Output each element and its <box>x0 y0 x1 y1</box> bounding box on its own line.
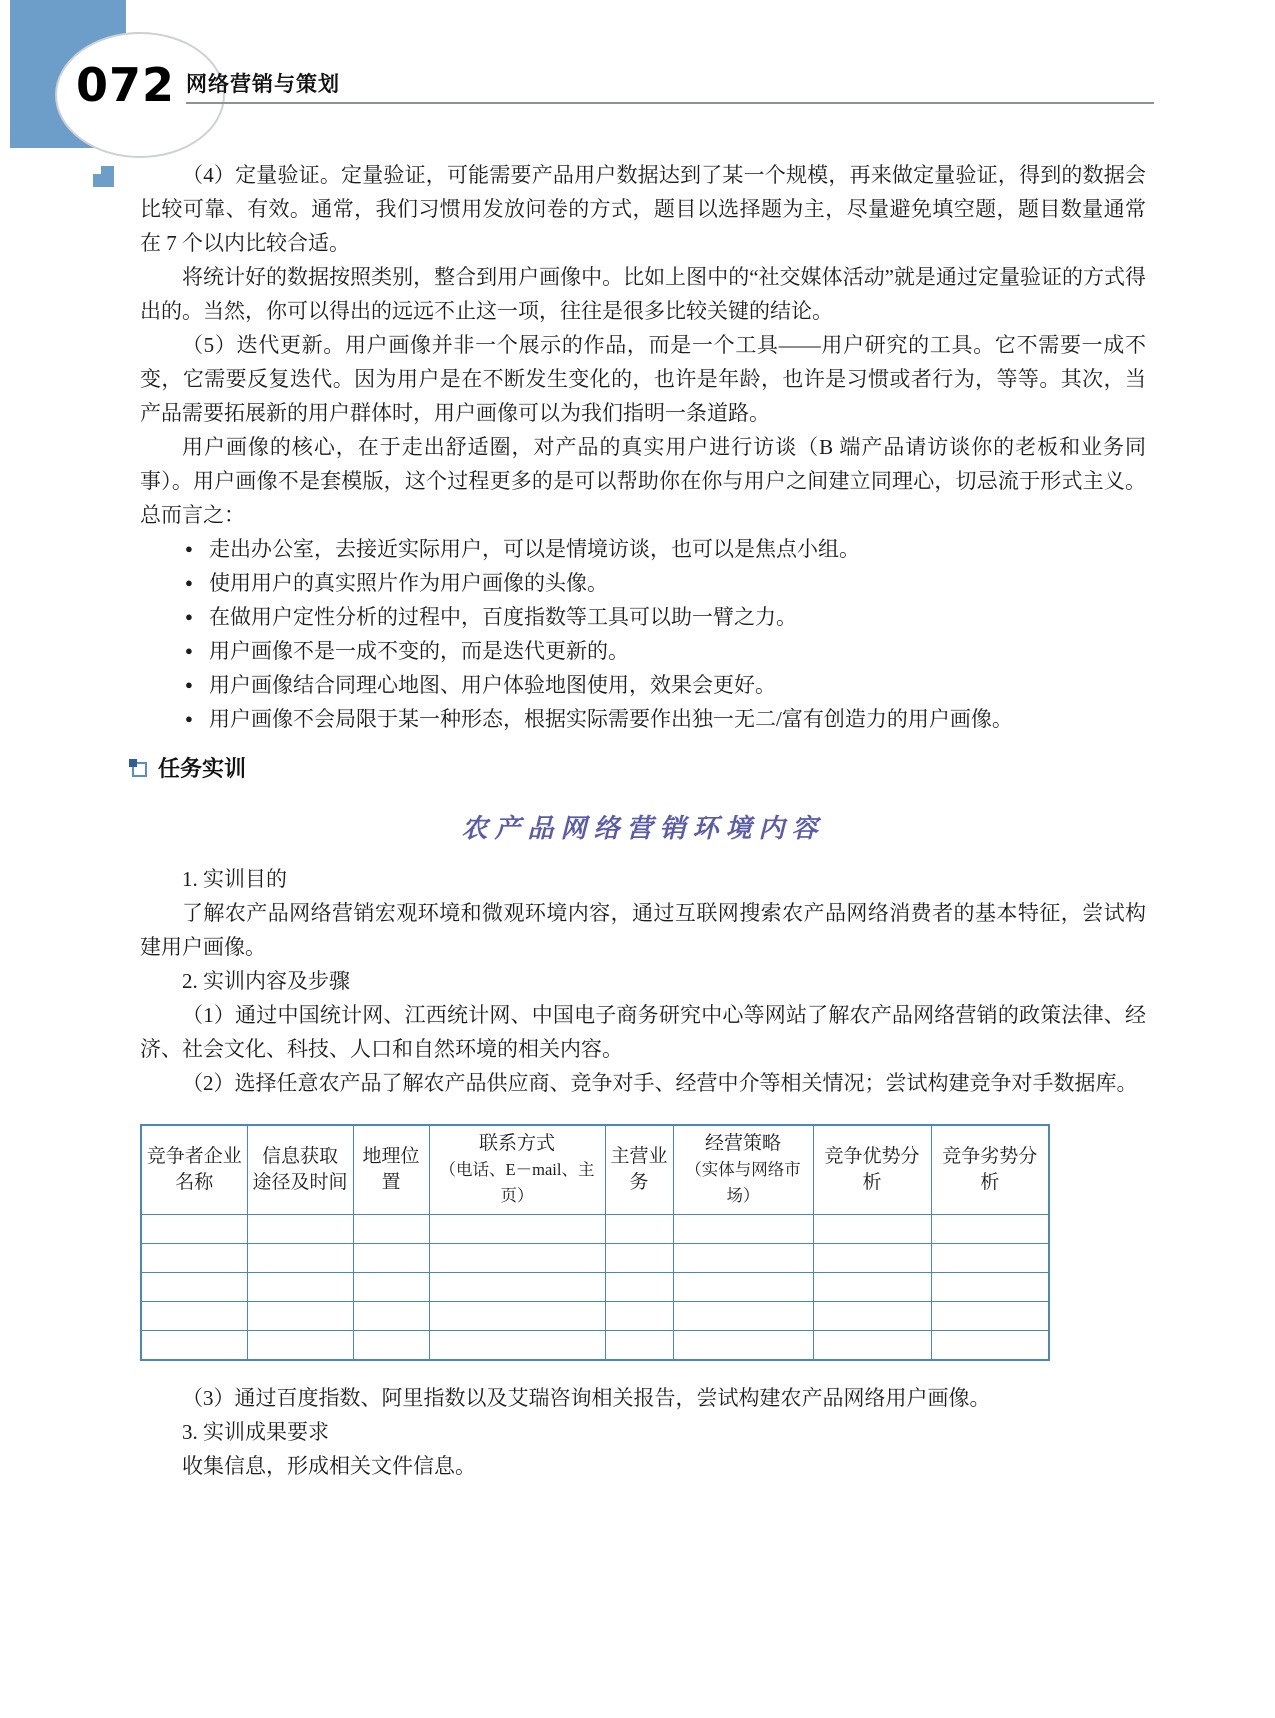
table-cell <box>429 1215 605 1244</box>
section-heading-practical-training <box>132 752 1146 786</box>
table-cell <box>605 1273 673 1302</box>
header-text: （电话、E－mail、主页） <box>439 1160 595 1205</box>
paragraph-step-3: （3）通过百度指数、阿里指数以及艾瑞咨询相关报告，尝试构建农产品网络用户画像。 <box>182 1385 991 1410</box>
table-cell <box>673 1273 813 1302</box>
table-header-competitor-name <box>141 1125 247 1215</box>
header-text: 途径及时间 <box>252 1172 348 1193</box>
table-cell <box>813 1331 931 1360</box>
paragraph-training-results: 收集信息，形成相关文件信息。 <box>182 1453 476 1478</box>
table-row <box>141 1331 1049 1360</box>
table-cell <box>353 1331 429 1360</box>
table-cell <box>429 1302 605 1331</box>
subheading-training-results: 3. 实训成果要求 <box>182 1419 329 1444</box>
table-cell <box>931 1273 1049 1302</box>
table-cell <box>247 1215 353 1244</box>
table-cell <box>429 1244 605 1273</box>
table-cell <box>931 1244 1049 1273</box>
table-row <box>141 1215 1049 1244</box>
table-cell <box>813 1302 931 1331</box>
paragraph-training-purpose: 了解农产品网络营销宏观环境和微观环境内容，通过互联网搜索农产品网络消费者的基本特征，尝试构建用户画像。 <box>140 901 1146 959</box>
table-cell <box>141 1331 247 1360</box>
table-cell <box>673 1331 813 1360</box>
list-item: ● 用户画像不会局限于某一种形态，根据实际需要作出独一无二/富有创造力的用户画像。 <box>185 702 1146 736</box>
table-cell <box>605 1302 673 1331</box>
subheading-training-steps: 2. 实训内容及步骤 <box>182 969 350 993</box>
running-header-title: 网络营销与策划 <box>186 73 340 96</box>
table-cell <box>141 1244 247 1273</box>
table-header-advantage-analysis <box>813 1125 931 1215</box>
paragraph-quant-validation: （4）定量验证。定量验证，可能需要产品用户数据达到了某一个规模，再来做定量验证，得到的数据会比较可靠、有效。通常，我们习惯用发放问卷的方式，题目以选择题为主，尽量避免填空题，题目数量通常在 7 个以内比较合适。 <box>140 163 1146 255</box>
table-row <box>141 1244 1049 1273</box>
header-text: 经营策略 <box>704 1133 781 1154</box>
header-text: 信息获取 <box>261 1146 338 1167</box>
table-cell <box>353 1273 429 1302</box>
table-cell <box>813 1244 931 1273</box>
header-text: 竞争优势分析 <box>824 1146 920 1193</box>
table-header-contact <box>429 1125 605 1215</box>
page-content <box>140 158 1146 1483</box>
table-cell <box>353 1244 429 1273</box>
competitor-database-table <box>140 1124 1050 1361</box>
header-text: 联系方式 <box>478 1133 555 1154</box>
table-cell <box>141 1302 247 1331</box>
header-text: 名称 <box>175 1172 214 1193</box>
paragraph-data-integration: 将统计好的数据按照类别，整合到用户画像中。比如上图中的“社交媒体活动”就是通过定量验证的方式得出的。当然，你可以得出的远远不止这一项，往往是很多比较关键的结论。 <box>140 265 1146 323</box>
table-cell <box>141 1273 247 1302</box>
table-cell <box>605 1244 673 1273</box>
table-cell <box>429 1273 605 1302</box>
table-cell <box>353 1215 429 1244</box>
header-rule <box>186 102 1154 104</box>
table-cell <box>247 1302 353 1331</box>
table-cell <box>247 1331 353 1360</box>
table-cell <box>931 1302 1049 1331</box>
list-item: ● 走出办公室，去接近实际用户，可以是情境访谈，也可以是焦点小组。 <box>185 532 1146 566</box>
table-row <box>141 1273 1049 1302</box>
table-cell <box>247 1244 353 1273</box>
table-cell <box>673 1244 813 1273</box>
paragraph-persona-core: 用户画像的核心，在于走出舒适圈，对产品的真实用户进行访谈（B 端产品请访谈你的老板和业务同事）。用户画像不是套模版，这个过程更多的是可以帮助你在你与用户之间建立同理心，切忌流于形式主义。总而言之： <box>140 435 1146 527</box>
table-cell <box>813 1215 931 1244</box>
table-header-main-business <box>605 1125 673 1215</box>
paragraph-iterative-update: （5）迭代更新。用户画像并非一个展示的作品，而是一个工具——用户研究的工具。它不需要一成不变，它需要反复迭代。因为用户是在不断发生变化的，也许是年龄，也许是习惯或者行为，等等。其次，当产品需要拓展新的用户群体时，用户画像可以为我们指明一条道路。 <box>140 333 1146 425</box>
header-text: （实体与网络市场） <box>685 1160 801 1205</box>
section-heading-label: 任务实训 <box>158 756 247 781</box>
header-text: 竞争者企业 <box>146 1146 242 1167</box>
table-row <box>141 1302 1049 1331</box>
list-item: ● 使用用户的真实照片作为用户画像的头像。 <box>185 566 1146 600</box>
corner-small-square-decoration <box>93 166 114 187</box>
paragraph-step-2: （2）选择任意农产品了解农产品供应商、竞争对手、经营中介等相关情况；尝试构建竞争对手数据库。 <box>182 1071 1138 1095</box>
table-cell <box>247 1273 353 1302</box>
table-cell <box>813 1273 931 1302</box>
table-header-row <box>141 1125 1049 1215</box>
table-cell <box>931 1215 1049 1244</box>
exercise-title: 农产品网络营销环境内容 <box>461 814 825 844</box>
table-header-info-source <box>247 1125 353 1215</box>
table-header-location <box>353 1125 429 1215</box>
table-cell <box>429 1331 605 1360</box>
page-number: 072 <box>76 58 176 112</box>
table-cell <box>605 1215 673 1244</box>
table-cell <box>673 1215 813 1244</box>
table-cell <box>353 1302 429 1331</box>
header-text: 主营业务 <box>610 1146 668 1193</box>
persona-tips-list <box>140 532 1146 736</box>
table-cell <box>931 1331 1049 1360</box>
table-cell <box>673 1302 813 1331</box>
header-text: 地理位置 <box>362 1146 420 1193</box>
list-item: ● 用户画像不是一成不变的，而是迭代更新的。 <box>185 634 1146 668</box>
table-cell <box>141 1215 247 1244</box>
list-item: ● 用户画像结合同理心地图、用户体验地图使用，效果会更好。 <box>185 668 1146 702</box>
table-header-strategy <box>673 1125 813 1215</box>
table-header-disadvantage-analysis <box>931 1125 1049 1215</box>
table-cell <box>605 1331 673 1360</box>
subheading-training-purpose: 1. 实训目的 <box>182 867 287 891</box>
header-text: 竞争劣势分析 <box>942 1146 1038 1193</box>
list-item: ● 在做用户定性分析的过程中，百度指数等工具可以助一臂之力。 <box>185 600 1146 634</box>
copy-pages-icon <box>132 762 147 777</box>
paragraph-step-1: （1）通过中国统计网、江西统计网、中国电子商务研究中心等网站了解农产品网络营销的政策法律、经济、社会文化、科技、人口和自然环境的相关内容。 <box>140 1003 1146 1061</box>
